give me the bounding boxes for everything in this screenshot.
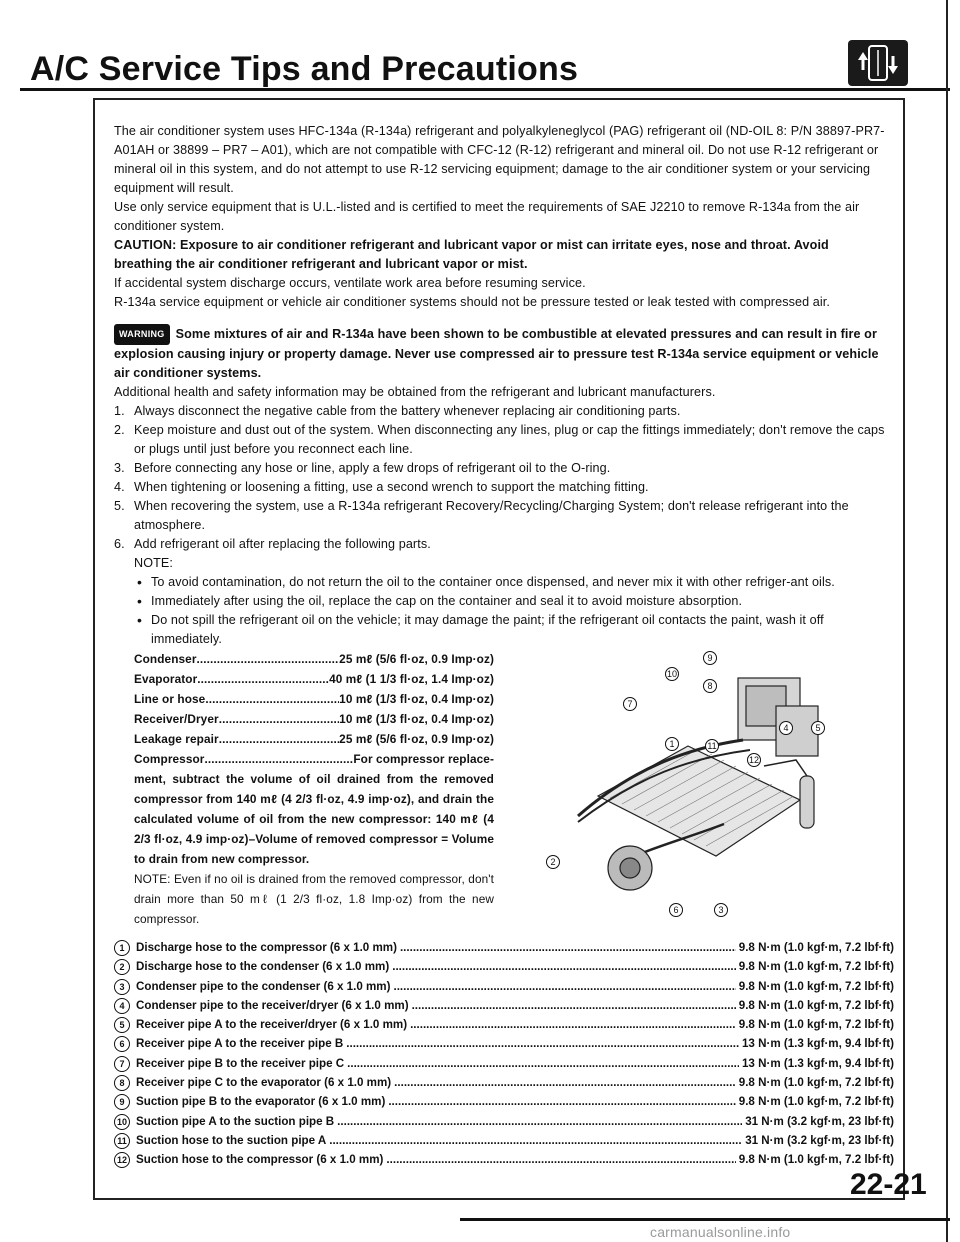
leader-dots xyxy=(410,1015,736,1034)
step-item xyxy=(114,421,890,459)
diagram-callout: 2 xyxy=(550,857,556,867)
torque-number: 8 xyxy=(114,1075,130,1091)
oil-spec-value: 25 mℓ (5/6 fl·oz, 0.9 Imp·oz) xyxy=(339,732,494,746)
torque-number: 1 xyxy=(114,940,130,956)
torque-value: 31 N·m (3.2 kgf·m, 23 lbf·ft) xyxy=(745,1114,894,1128)
torque-number: 2 xyxy=(114,959,130,975)
oil-specs xyxy=(134,649,494,929)
torque-value: 9.8 N·m (1.0 kgf·m, 7.2 lbf·ft) xyxy=(738,1076,894,1090)
oil-spec-row xyxy=(134,709,494,729)
torque-number: 9 xyxy=(114,1094,130,1110)
torque-row xyxy=(114,1112,894,1131)
leader-dots xyxy=(393,977,735,996)
torque-label: Condenser pipe to the receiver/dryer (6 x 1.0 mm) xyxy=(136,998,409,1012)
leader-dots xyxy=(337,1112,742,1131)
note-label: NOTE: xyxy=(134,556,173,570)
torque-row xyxy=(114,977,894,996)
torque-label: Discharge hose to the compressor (6 x 1.0 mm) xyxy=(136,941,397,954)
notes-section xyxy=(114,554,890,649)
diagram-callout: 12 xyxy=(748,755,760,765)
ac-service-icon xyxy=(848,40,908,86)
leader-dots xyxy=(392,957,736,976)
step-item xyxy=(114,535,890,554)
intro-paragraph-1: The air conditioner system uses HFC-134a (R-134a) refrigerant and polyalkyleneglycol (PAG) refrigerant oil (ND-OIL 8: P/N 38897-PR7-A01AH or 38899 – PR7 – A01), which are not compatible with CFC-12 (R-12) refrigerant and mineral oil. Do not use R-12 refrigerant or mineral oil in this system, and do not attempt to use R-12 servicing equipment; damage to the air conditioner system or your servicing equipment will result. xyxy=(114,124,885,195)
torque-label: Receiver pipe B to the receiver pipe C xyxy=(136,1056,345,1070)
torque-number: 4 xyxy=(114,998,130,1014)
torque-row xyxy=(114,1092,894,1111)
step-number: 5. xyxy=(114,499,125,513)
torque-label: Receiver pipe C to the evaporator (6 x 1.0 mm) xyxy=(136,1076,392,1090)
step-text: When recovering the system, use a R-134a refrigerant Recovery/Recycling/Charging System; don't release refrigerant into the atmosphere. xyxy=(134,499,849,532)
step-number: 1. xyxy=(114,404,125,418)
notes-list xyxy=(134,573,890,649)
step-item xyxy=(114,497,890,535)
step-number: 6. xyxy=(114,537,125,551)
page-title: A/C Service Tips and Precautions xyxy=(30,50,579,88)
torque-value: 9.8 N·m (1.0 kgf·m, 7.2 lbf·ft) xyxy=(738,1153,894,1167)
oil-spec-label: Compressor xyxy=(134,752,205,766)
torque-row xyxy=(114,1015,894,1034)
oil-spec-value: For compressor replace- xyxy=(353,752,494,766)
step-text: Keep moisture and dust out of the system. When disconnecting any lines, plug or cap the fittings immediately; don't remove the caps or plugs until just before you reconnect each line. xyxy=(134,423,885,456)
intro-paragraph-2: Use only service equipment that is U.L.-listed and is certified to meet the requirements of SAE J2210 to remove R-134a from the air conditioner system. xyxy=(114,200,860,233)
torque-label: Suction hose to the compressor (6 x 1.0 mm) xyxy=(136,1153,384,1167)
torque-number: 10 xyxy=(114,1114,130,1130)
step-number: 2. xyxy=(114,423,125,437)
torque-label: Suction pipe B to the evaporator (6 x 1.0 mm) xyxy=(136,1095,386,1109)
diagram-callout: 6 xyxy=(673,905,679,915)
diagram-callout: 5 xyxy=(815,723,821,733)
leader-dots xyxy=(197,669,329,689)
oil-spec-value: 25 mℓ (5/6 fl·oz, 0.9 Imp·oz) xyxy=(339,652,494,666)
oil-spec-value: 40 mℓ (1 1/3 fl·oz, 1.4 Imp·oz) xyxy=(329,672,494,686)
step-item xyxy=(114,459,890,478)
leader-dots xyxy=(205,749,354,769)
note-item: • Immediately after using the oil, replace the cap on the container and seal it to avoid moisture absorption. xyxy=(134,592,890,611)
diagram-callout: 8 xyxy=(707,681,713,691)
diagram-callout: 3 xyxy=(718,905,724,915)
leader-dots xyxy=(386,1150,735,1169)
note-item: • Do not spill the refrigerant oil on the vehicle; it may damage the paint; if the refrigerant oil contacts the paint, wash it off immediately. xyxy=(134,611,890,649)
torque-row xyxy=(114,938,894,957)
footer-rule xyxy=(460,1218,950,1221)
oil-spec-row xyxy=(134,689,494,709)
ac-system-diagram-graphic xyxy=(538,648,882,920)
spacer xyxy=(114,312,890,324)
torque-row xyxy=(114,996,894,1015)
torque-number: 3 xyxy=(114,979,130,995)
torque-row xyxy=(114,1073,894,1092)
intro-paragraph-4: R-134a service equipment or vehicle air conditioner systems should not be pressure tested or leak tested with compressed air. xyxy=(114,295,831,309)
step-item xyxy=(114,478,890,497)
ac-service-icon-graphic xyxy=(848,40,908,86)
torque-row xyxy=(114,1034,894,1053)
diagram-callout: 10 xyxy=(666,669,678,679)
leader-dots xyxy=(346,1034,739,1053)
torque-number: 11 xyxy=(114,1133,130,1149)
warning-text: Some mixtures of air and R-134a have been shown to be combustible at elevated pressures and can result in fire or explosion causing injury or property damage. Never use compressed air to pressure test R-134a service equipment or vehicle air conditioner systems. xyxy=(114,327,879,380)
torque-value: 9.8 N·m (1.0 kgf·m, 7.2 lbf·ft) xyxy=(738,960,894,974)
torque-label: Receiver pipe A to the receiver/dryer (6 x 1.0 mm) xyxy=(136,1018,408,1032)
torque-number: 5 xyxy=(114,1017,130,1033)
torque-value: 13 N·m (1.3 kgf·m, 9.4 lbf·ft) xyxy=(741,1037,894,1051)
caution-text: CAUTION: Exposure to air conditioner refrigerant and lubricant vapor or mist can irritate eyes, nose and throat. Avoid breathing the air conditioner refrigerant and lubricant vapor or mist. xyxy=(114,238,829,271)
step-number: 3. xyxy=(114,461,125,475)
step-number: 4. xyxy=(114,480,125,494)
torque-value: 31 N·m (3.2 kgf·m, 23 lbf·ft) xyxy=(745,1133,894,1147)
step-item xyxy=(114,402,890,421)
diagram-callout: 11 xyxy=(707,741,717,751)
intro-paragraph-3: If accidental system discharge occurs, ventilate work area before resuming service. xyxy=(114,276,586,290)
leader-dots xyxy=(412,996,736,1015)
diagram-callout: 1 xyxy=(669,739,675,749)
oil-spec-row xyxy=(134,729,494,749)
torque-value: 13 N·m (1.3 kgf·m, 9.4 lbf·ft) xyxy=(741,1056,894,1070)
oil-spec-label: Leakage repair xyxy=(134,732,219,746)
torque-value: 9.8 N·m (1.0 kgf·m, 7.2 lbf·ft) xyxy=(738,1018,894,1032)
leader-dots xyxy=(197,649,340,669)
diagram-callout: 9 xyxy=(707,653,713,663)
page-number: 22-21 xyxy=(850,1168,927,1201)
oil-spec-label: Evaporator xyxy=(134,672,198,686)
oil-spec-row xyxy=(134,749,494,769)
diagram-callout: 4 xyxy=(783,723,789,733)
watermark: carmanualsonline.info xyxy=(650,1224,791,1240)
oil-spec-label: Line or hose xyxy=(134,692,206,706)
leader-dots xyxy=(219,709,339,729)
note-item: • To avoid contamination, do not return the oil to the container once dispensed, and never mix it with other refriger-ant oils. xyxy=(134,573,890,592)
torque-number: 7 xyxy=(114,1056,130,1072)
oil-spec-row xyxy=(134,649,494,669)
leader-dots xyxy=(219,729,339,749)
leader-dots xyxy=(388,1092,735,1111)
warning-block xyxy=(114,324,890,383)
ac-system-diagram xyxy=(538,648,882,920)
step-text: Before connecting any hose or line, apply a few drops of refrigerant oil to the O-ring. xyxy=(134,461,611,475)
torque-label: Suction hose to the suction pipe A xyxy=(136,1133,327,1147)
leader-dots xyxy=(205,689,339,709)
torque-number: 12 xyxy=(114,1152,130,1168)
leader-dots xyxy=(347,1054,739,1073)
header-rule xyxy=(20,88,950,91)
step-text: When tightening or loosening a fitting, use a second wrench to support the matching fitting. xyxy=(134,480,649,494)
leader-dots xyxy=(400,938,736,957)
oil-spec-value: 10 mℓ (1/3 fl·oz, 0.4 Imp·oz) xyxy=(339,692,494,706)
step-text: Add refrigerant oil after replacing the following parts. xyxy=(134,537,431,551)
torque-label: Receiver pipe A to the receiver pipe B xyxy=(136,1037,344,1051)
additional-info: Additional health and safety information may be obtained from the refrigerant and lubricant manufacturers. xyxy=(114,385,716,399)
torque-label: Suction pipe A to the suction pipe B xyxy=(136,1114,335,1128)
oil-spec-row xyxy=(134,669,494,689)
warning-tag: WARNING xyxy=(114,324,170,345)
oil-spec-value: 10 mℓ (1/3 fl·oz, 0.4 Imp·oz) xyxy=(339,712,494,726)
torque-value: 9.8 N·m (1.0 kgf·m, 7.2 lbf·ft) xyxy=(738,998,894,1012)
diagram-callout: 7 xyxy=(627,699,633,709)
steps-list xyxy=(114,402,890,554)
compressor-note: NOTE: Even if no oil is drained from the removed compressor, don't drain more than 50 mℓ (1 2/3 fl·oz, 1.8 Imp·oz) from the new compressor. xyxy=(134,872,494,926)
page-edge-rule xyxy=(946,0,948,1242)
step-text: Always disconnect the negative cable from the battery whenever replacing air conditioning parts. xyxy=(134,404,681,418)
oil-spec-label: Receiver/Dryer xyxy=(134,712,219,726)
torque-row xyxy=(114,1054,894,1073)
torque-row xyxy=(114,957,894,976)
torque-value: 9.8 N·m (1.0 kgf·m, 7.2 lbf·ft) xyxy=(738,941,894,954)
compressor-detail: ment, subtract the volume of oil drained from the removed compressor from 140 mℓ (4 2/3 fl·oz, 4.9 imp·oz), and drain the calculated volume of oil from the new compressor: 140 mℓ (4 2/3 fl·oz, 4.9 imp·oz)–Volume of removed compressor = Volume to drain from new compressor. xyxy=(134,772,494,866)
torque-specs xyxy=(114,938,894,1170)
leader-dots xyxy=(329,1131,742,1150)
torque-row xyxy=(114,1131,894,1150)
oil-spec-label: Condenser xyxy=(134,652,197,666)
torque-row xyxy=(114,1150,894,1169)
torque-value: 9.8 N·m (1.0 kgf·m, 7.2 lbf·ft) xyxy=(738,1095,894,1109)
leader-dots xyxy=(394,1073,736,1092)
torque-label: Condenser pipe to the condenser (6 x 1.0 mm) xyxy=(136,979,391,993)
torque-label: Discharge hose to the condenser (6 x 1.0 mm) xyxy=(136,960,390,974)
torque-value: 9.8 N·m (1.0 kgf·m, 7.2 lbf·ft) xyxy=(738,979,894,993)
torque-number: 6 xyxy=(114,1036,130,1052)
